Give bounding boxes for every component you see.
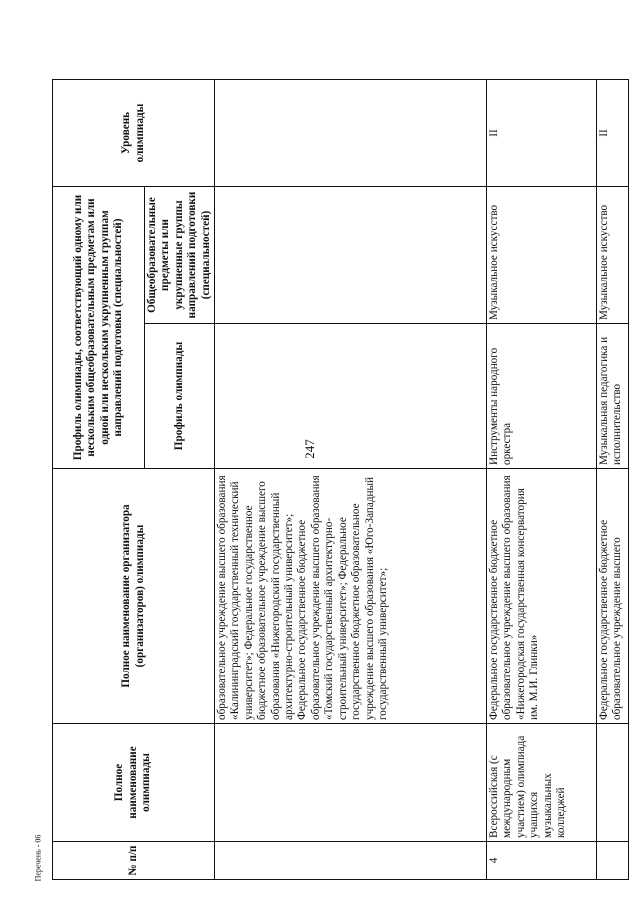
row-num — [597, 842, 629, 880]
row-profile: Инструменты народного оркестра — [487, 324, 597, 469]
row-subjects: Музыкальное искусство — [597, 187, 629, 324]
row-profile — [215, 324, 487, 469]
row-name: Всероссийская (с международным участием) олимпиада учащихся музыкальных колледжей — [487, 724, 597, 842]
header-subjects: Общеобразовательные предметы или укрупненные группы направлений подготовки (специальностей) — [145, 187, 215, 324]
row-level: II — [487, 80, 597, 187]
row-num: 4 — [487, 842, 597, 880]
page-number: 247 — [302, 439, 317, 459]
row-subjects: Музыкальное искусство — [487, 187, 597, 324]
header-profile-group: Профиль олимпиады, соответствующий одному или нескольким общеобразовательным предметам или одной или нескольким укрупненным группам направлений подготовки (специальностей) — [53, 187, 145, 469]
row-name — [597, 724, 629, 842]
row-org: образовательное учреждение высшего образования «Калининградский государственный технический университет»; Федеральное государственное бюджетное образовательное учреждение высшего образования «Нижегородский государственный архитектурно-строительный университет»; Федеральное государственное бюджетное образовательное учреждение высшего образования «Томский государственный архитектурно-строительный университет»; Федеральное государственное бюджетное образовательное учреждение высшего образования «Юго-Западный государственный университет»; — [215, 469, 487, 724]
row-profile: Музыкальная педагогика и исполнительство — [597, 324, 629, 469]
header-profile: Профиль олимпиады — [145, 324, 215, 469]
header-name: Полное наименование олимпиады — [53, 724, 215, 842]
table-row — [215, 80, 487, 880]
header-org: Полное наименование организатора (организаторов) олимпиады — [53, 469, 215, 724]
row-level: II — [597, 80, 629, 187]
row-level — [215, 80, 487, 187]
header-level: Уровень олимпиады — [53, 80, 215, 187]
row-name — [215, 724, 487, 842]
row-num — [215, 842, 487, 880]
table-row — [597, 80, 629, 880]
olympiad-table — [52, 79, 629, 880]
footer-label: Перечень - 06 — [33, 834, 43, 882]
table-row — [487, 80, 597, 880]
row-subjects — [215, 187, 487, 324]
header-num: № п/п — [53, 842, 215, 880]
row-org: Федеральное государственное бюджетное образовательное учреждение высшего образования «Нижегородская государственная консерватория им. М.И. Глинки» — [487, 469, 597, 724]
rotated-table-container — [52, 80, 627, 880]
row-org: Федеральное государственное бюджетное образовательное учреждение высшего — [597, 469, 629, 724]
